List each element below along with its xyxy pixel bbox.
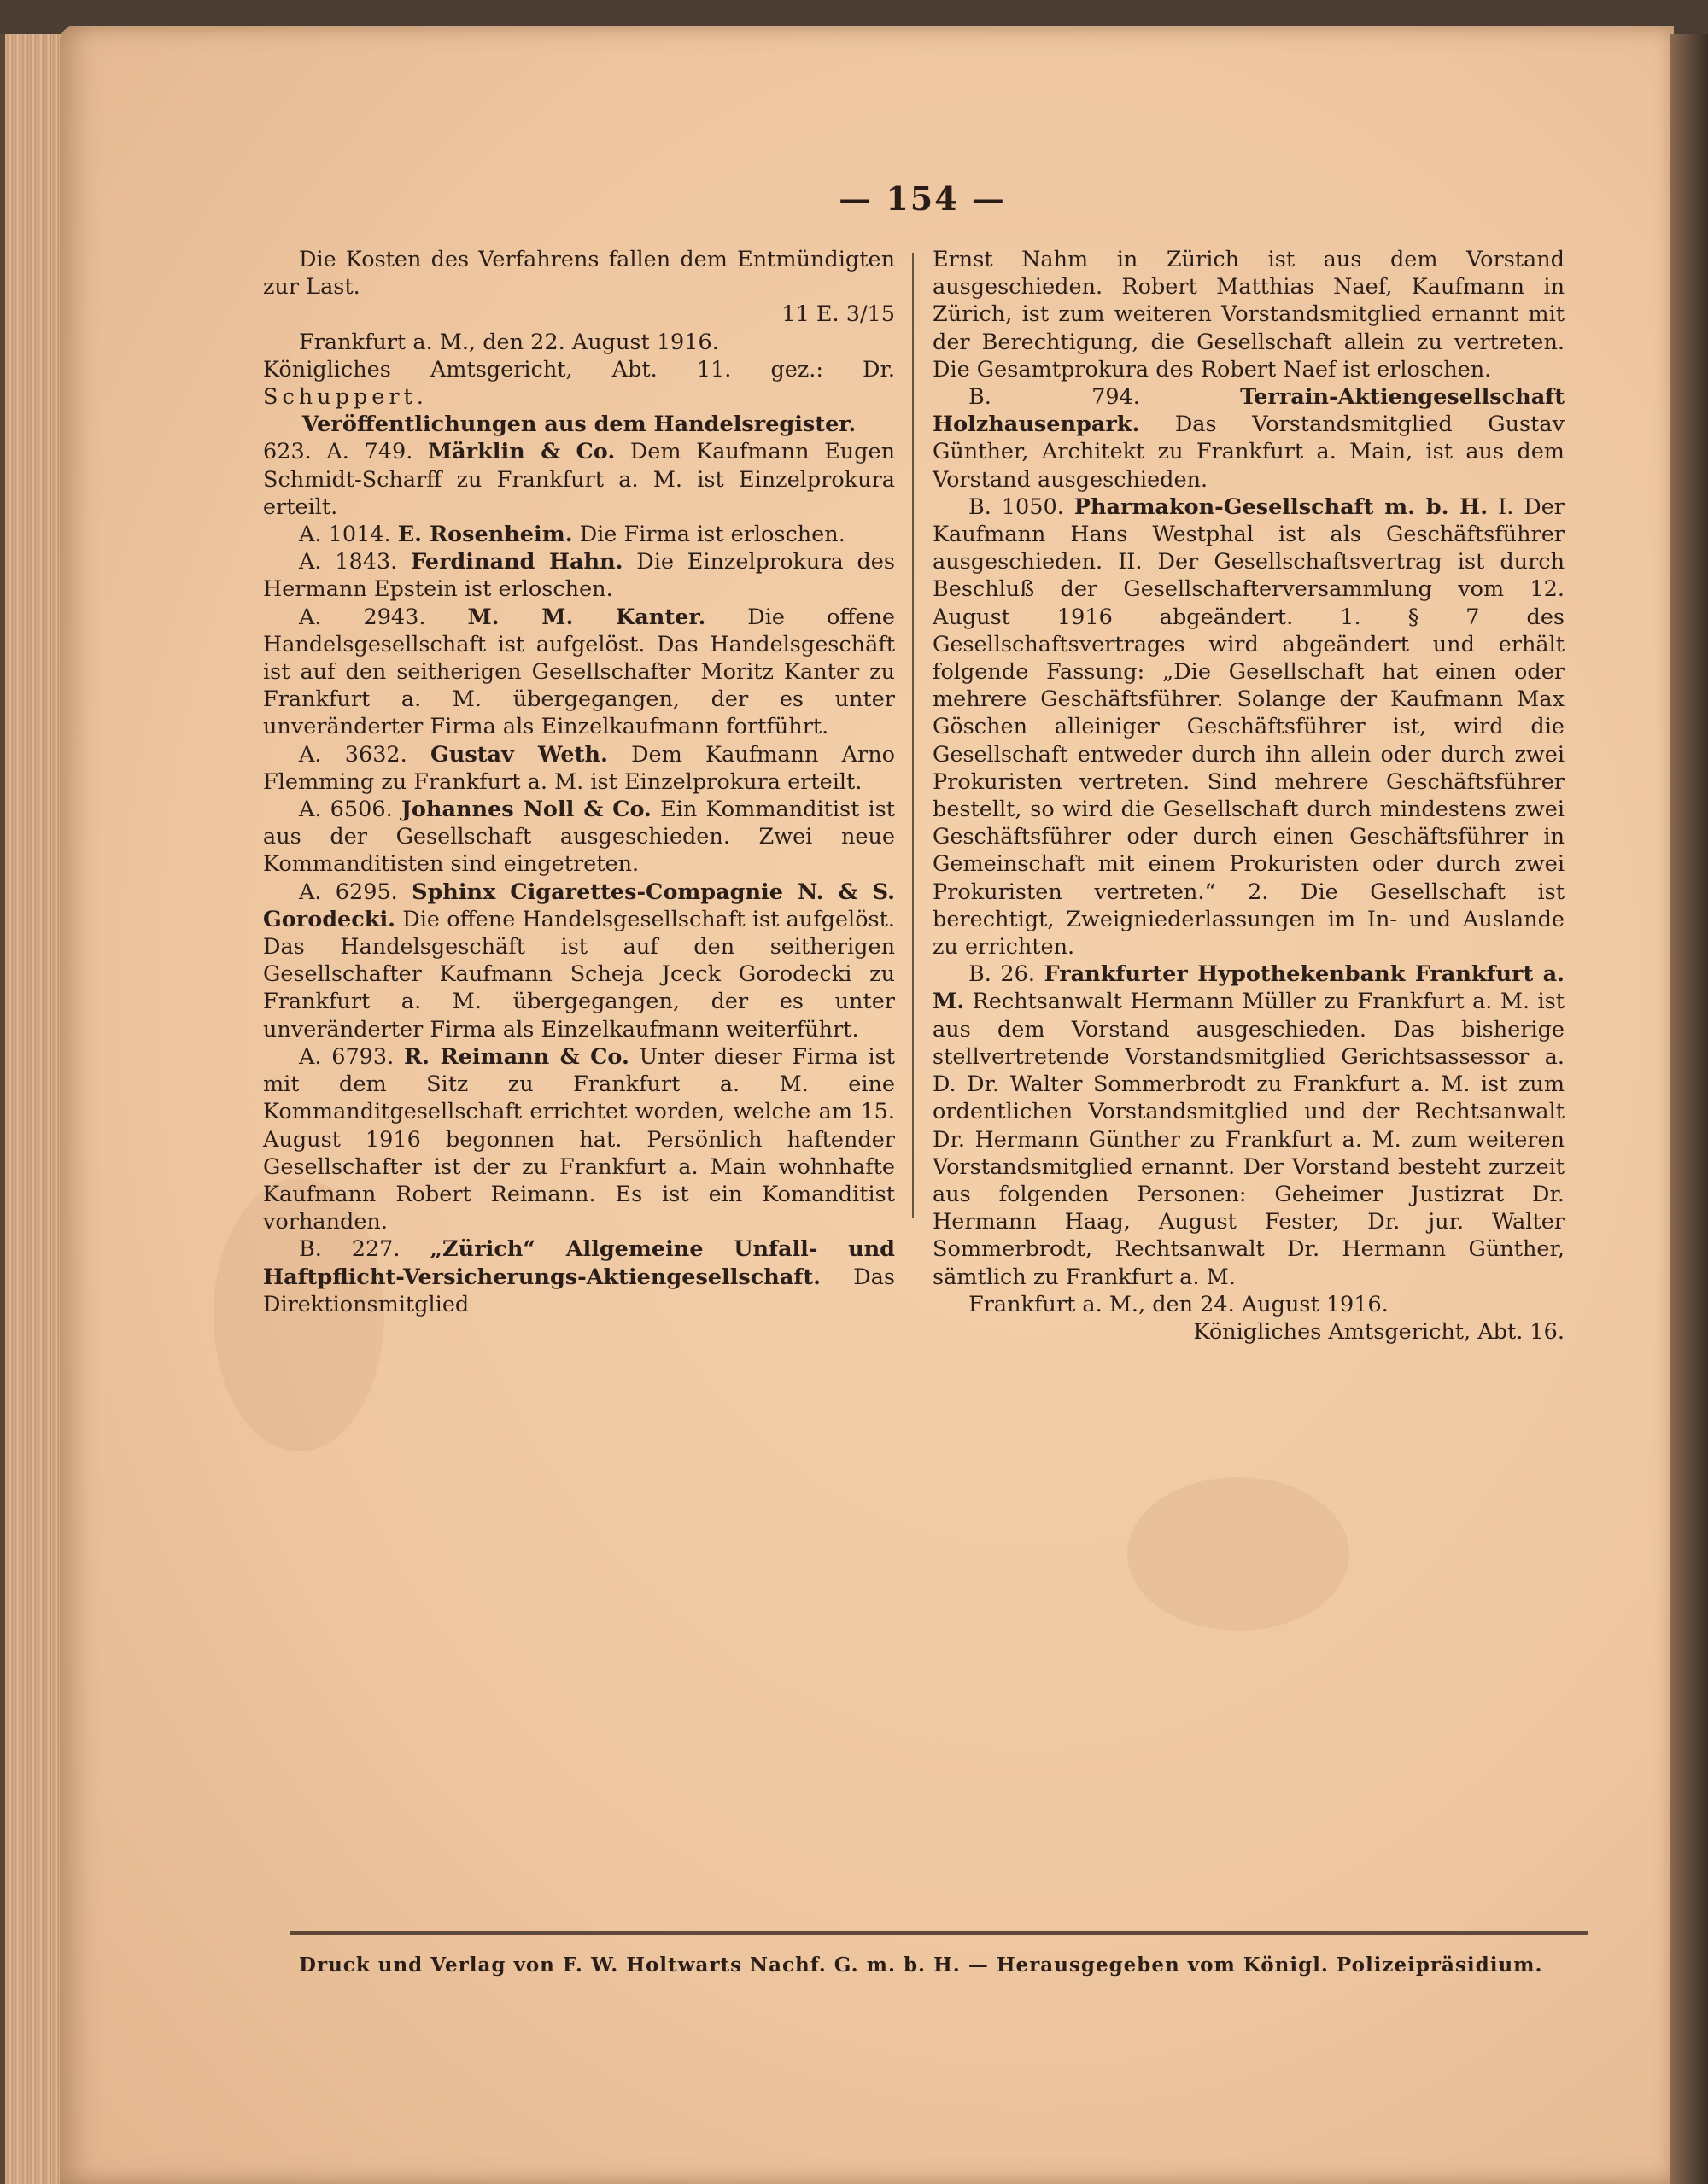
footer-rule [290,1931,1588,1935]
left-column [263,246,895,1318]
register-entry: A. 6506. Johannes Noll & Co. Ein Kommanditist ist aus der Gesellschaft ausgeschieden. Zwei neue Kommanditisten sind eingetreten. [263,797,896,878]
firm-name: Gustav Weth. [430,741,608,768]
register-entry: A. 6295. Sphinx Cigarettes-Compagnie N. & S. Gorodecki. Die offene Handelsgesellschaft ist aufgelöst. Das Handelsgeschäft ist auf den seitherigen Gesellschafter Kaufmann Scheja Jceck Gorodecki zu Frankfurt a. M. übergegangen, der es unter unveränderter Firma als Einzelkaufmann weiterführt. [263,879,895,1042]
firm-name: M. M. Kanter. [467,604,706,630]
register-entry: A. 6793. R. Reimann & Co. Unter dieser Firma ist mit dem Sitz zu Frankfurt a. M. eine Kommanditgesellschaft errichtet worden, welche am 15. August 1916 begonnen hat. Persönlich haftender Gesellschafter ist der zu Frankfurt a. Main wohnhafte Kaufmann Robert Reimann. Es ist ein Komanditist vorhanden. [263,1043,895,1235]
court-name: Königliches Amtsgericht, Abt. 11. [263,356,732,382]
firm-name: Pharmakon-Gesellschaft m. b. H. [1073,493,1489,520]
firm-name: Johannes Noll & Co. [401,797,652,823]
section-heading: Veröffentlichungen aus dem Handelsregister. [301,412,857,438]
firm-name: Märklin & Co. [427,439,616,465]
page-number: — 154 — [839,179,1006,218]
case-number: 11 E. 3/15 [781,301,895,328]
register-entry: B. 794. Terrain-Aktiengesellschaft Holzhausenpark. Das Vorstandsmitglied Gustav Günther, Architekt zu Frankfurt a. Main, ist aus dem Vorstand ausgeschieden. [933,384,1565,493]
register-entry: A. 3632. Gustav Weth. Dem Kaufmann Arno Flemming zu Frankfurt a. M. ist Einzelprokura erteilt. [263,741,896,795]
court-name: Königliches Amtsgericht, Abt. 16. [1193,1318,1565,1345]
firm-name: Frankfurter Hypothekenbank Frankfurt a. M. [933,961,1565,1015]
signature-name: Schuppert. [263,384,428,411]
court-signature [263,356,895,411]
continued-entry: Ernst Nahm in Zürich ist aus dem Vorstand ausgeschieden. Robert Matthias Naef, Kaufmann in Zürich, ist zum weiteren Vorstandsmitglied ernannt mit der Berechtigung, die Gesellschaft allein zu vertreten. Die Gesamtprokura des Robert Naef ist erloschen. [933,247,1565,382]
register-entry: B. 26. Frankfurter Hypothekenbank Frankfurt a. M. Rechtsanwalt Hermann Müller zu Frankfurt a. M. ist aus dem Vorstand ausgeschieden. Das bisherige stellvertretende Vorstandsmitglied Gerichtsassessor a. D. Dr. Walter Sommerbrodt zu Frankfurt a. M. ist zum ordentlichen Vorstandsmitglied und der Rechtsanwalt Dr. Hermann Günther zu Frankfurt a. M. zum weiteren Vorstandsmitglied ernannt. Der Vorstand besteht zurzeit aus folgenden Personen: Geheimer Justizrat Dr. Hermann Haag, August Fester, Dr. jur. Walter Sommerbrodt, Rechtsanwalt Dr. Hermann Günther, sämtlich zu Frankfurt a. M. [933,961,1565,1290]
imprint-footer: Druck und Verlag von F. W. Holtwarts Nachf. G. m. b. H. — Herausgegeben vom Königl. Polizeipräsidium. [299,1953,1543,1977]
register-entry: A. 1014. E. Rosenheim. Die Firma ist erloschen. [299,522,845,548]
costs-note: Die Kosten des Verfahrens fallen dem Entmündigten zur Last. [263,247,895,301]
register-entry: A. 1843. Ferdinand Hahn. Die Einzelprokura des Hermann Epstein ist erloschen. [263,549,895,603]
place-date: Frankfurt a. M., den 22. August 1916. [299,329,719,355]
place-date: Frankfurt a. M., den 24. August 1916. [968,1291,1389,1317]
firm-name: E. Rosenheim. [397,522,573,548]
register-entry: A. 2943. M. M. Kanter. Die offene Handelsgesellschaft ist aufgelöst. Das Handelsgeschäft ist auf den seitherigen Gesellschafter Moritz Kanter zu Frankfurt a. M. übergegangen, der es unter unveränderter Firma als Einzelkaufmann fortführt. [263,604,896,740]
register-entry: B. 227. „Zürich“ Allgemeine Unfall- und Haftpflicht-Versicherungs-Aktiengesellschaft. Das Direktionsmitglied [263,1236,895,1317]
firm-name: Sphinx Cigarettes-Compagnie N. & S. Gorodecki. [263,879,895,932]
firm-name: „Zürich“ Allgemeine Unfall- und Haftpflicht-Versicherungs-Aktiengesellschaft. [263,1236,895,1290]
register-entry: B. 1050. Pharmakon-Gesellschaft m. b. H. I. Der Kaufmann Hans Westphal ist als Geschäftsführer ausgeschieden. II. Der Gesellschaftsvertrag ist durch Beschluß der Gesellschafterversammlung vom 12. August 1916 abgeändert. 1. § 7 des Gesellschaftsvertrages wird abgeändert und erhält folgende Fassung: „Die Gesellschaft hat einen oder mehrere Geschäftsführer. Solange der Kaufmann Max Göschen alleiniger Geschäftsführer ist, wird die Gesellschaft entweder durch ihn allein oder durch zwei Prokuristen vertreten. Sind mehrere Geschäftsführer bestellt, so wird die Gesellschaft durch mindestens zwei Geschäftsführer oder durch einen Geschäftsführer in Gemeinschaft mit einem Prokuristen oder durch zwei Prokuristen vertreten.“ 2. Die Gesellschaft ist berechtigt, Zweigniederlassungen im In- und Auslande zu errichten. [933,493,1565,961]
right-column [933,246,1565,1346]
book-cover-edge [1670,34,1708,2184]
register-entry: 623. A. 749. Märklin & Co. Dem Kaufmann Eugen Schmidt-Scharff zu Frankfurt a. M. ist Einzelprokura erteilt. [263,439,896,520]
firm-name: R. Reimann & Co. [403,1043,629,1070]
column-divider [912,253,914,1218]
firm-name: Ferdinand Hahn. [411,549,623,575]
paper-stain [1127,1477,1349,1631]
signature-prefix: gez.: Dr. [770,356,895,382]
firm-name: Terrain-Aktiengesellschaft Holzhausenpark. [933,384,1565,438]
